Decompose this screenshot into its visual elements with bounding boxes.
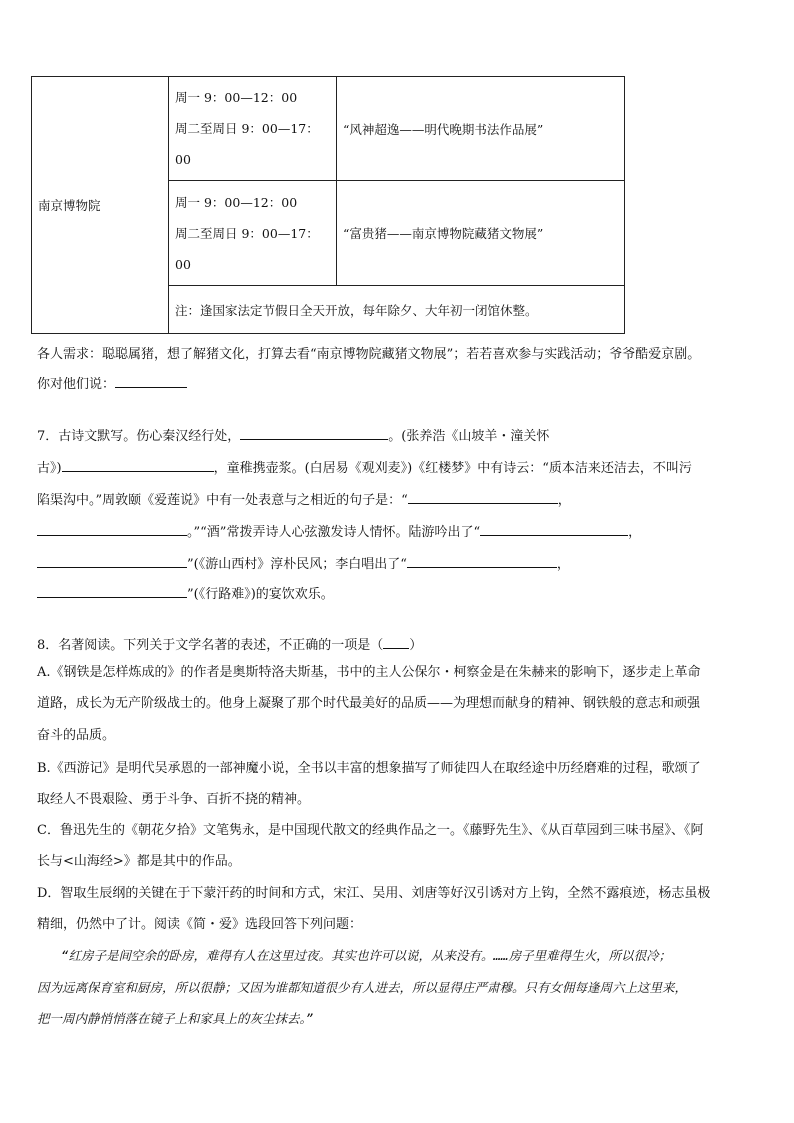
- opening-hours-cell: [169, 181, 337, 286]
- q7-text: ，: [557, 493, 571, 508]
- q7-text: ，: [556, 557, 570, 572]
- closing-note: 注：逢国家法定节假日全天开放，每年除夕、大年初一闭馆休整。: [175, 302, 538, 318]
- option-b-line: 取经人不畏艰险、勇于斗争、百折不挠的精神。: [37, 792, 311, 807]
- exhibition-title: “富贵猪——南京博物院藏猪文物展”: [343, 226, 544, 241]
- q7-line-5: [37, 553, 570, 572]
- museum-name-cell: [32, 77, 169, 334]
- fill-blank[interactable]: [37, 523, 187, 536]
- option-d-line: D．智取生辰纲的关键在于下蒙汗药的时间和方式，宋江、吴用、刘唐等好汉引诱对方上钩，全然不露痕迹，杨志虽极: [37, 886, 711, 901]
- hours-line: 周一 9：00—12：00: [175, 90, 298, 105]
- option-d-line: 精细，仍然中了计。阅读《简・爱》选段回答下列问题：: [37, 917, 363, 932]
- q7-text: ”(《游山西村》淳朴民风；李白唱出了“: [187, 557, 407, 572]
- fill-blank[interactable]: [407, 555, 557, 568]
- needs-line: 各人需求：聪聪属猪，想了解猪文化，打算去看“南京博物院藏猪文物展”；若若喜欢参与实践活动；爷爷酷爱京剧。: [37, 347, 701, 362]
- q8-text: ）: [409, 638, 423, 653]
- q7-text: 。(张养浩《山坡羊・潼关怀: [388, 429, 550, 444]
- choice-blank[interactable]: [383, 636, 409, 649]
- answer-prompt-label: 你对他们说：: [37, 377, 116, 392]
- museum-table: [31, 76, 625, 334]
- answer-prompt: [37, 373, 187, 392]
- note-cell: [169, 286, 625, 334]
- q7-text: 。”“酒”常拨弄诗人心弦激发诗人情怀。陆游吟出了“: [187, 525, 481, 540]
- q7-line-2: [37, 457, 692, 476]
- answer-blank[interactable]: [115, 375, 187, 388]
- q7-text: ”(《行路难》)的宴饮欢乐。: [187, 587, 334, 602]
- option-a-line: A.《钢铁是怎样炼成的》的作者是奥斯特洛夫斯基，书中的主人公保尔・柯察金是在朱赫来的影响下，逐步走上革命: [37, 665, 701, 680]
- q7-line-4: [37, 521, 641, 540]
- exhibition-cell: [337, 77, 625, 181]
- q8-stem: [37, 634, 422, 653]
- excerpt-line: “红房子是间空余的卧房，难得有人在这里过夜。其实也许可以说，从来没有。……房子里难得生火，所以很冷；: [61, 948, 672, 963]
- excerpt-line: 因为远离保育室和厨房，所以很静；又因为谁都知道很少有人进去，所以显得庄严肃穆。只有女佣每逢周六上这里来，: [37, 980, 688, 995]
- exhibition-cell: [337, 181, 625, 286]
- fill-blank[interactable]: [37, 555, 187, 568]
- q7-text: 古》): [37, 461, 62, 476]
- option-a-line: 道路，成长为无产阶级战士的。他身上凝聚了那个时代最美好的品质——为理想而献身的精神、钢铁般的意志和顽强: [37, 696, 701, 711]
- q7-text: 陷渠沟中。”周敦颐《爱莲说》中有一处表意与之相近的句子是：“: [37, 493, 408, 508]
- q8-text: 8．名著阅读。下列关于文学名著的表述，不正确的一项是（: [37, 638, 384, 653]
- hours-line: 周二至周日 9：00—17：: [175, 225, 319, 241]
- q7-line-6: [37, 583, 334, 602]
- q7-text: ，: [628, 525, 642, 540]
- excerpt-line: 把一周内静悄悄落在镜子上和家具上的灰尘抹去。”: [37, 1011, 314, 1026]
- hours-line: 周一 9：00—12：00: [175, 194, 298, 210]
- hours-line: 00: [175, 256, 191, 272]
- fill-blank[interactable]: [240, 427, 388, 440]
- hours-line: 周二至周日 9：00—17：: [175, 121, 319, 136]
- hours-line: 00: [175, 152, 191, 167]
- fill-blank[interactable]: [62, 459, 214, 472]
- option-c-line: C．鲁迅先生的《朝花夕拾》文笔隽永，是中国现代散文的经典作品之一。《藤野先生》、《从百草园到三味书屋》、《阿: [37, 823, 704, 838]
- fill-blank[interactable]: [408, 491, 558, 504]
- fill-blank[interactable]: [37, 585, 187, 598]
- q7-line-3: [37, 489, 571, 508]
- q7-text: ，童稚携壶浆。(白居易《观刈麦》)《红楼梦》中有诗云：“质本洁来还洁去，不叫污: [213, 461, 692, 476]
- option-c-line: 长与<山海经>》都是其中的作品。: [37, 854, 241, 869]
- opening-hours-cell: [169, 77, 337, 181]
- q7-text: 7．古诗文默写。伤心秦汉经行处，: [37, 429, 241, 444]
- museum-name: 南京博物院: [38, 198, 101, 213]
- exhibition-title: “风神超逸——明代晚期书法作品展”: [343, 121, 544, 137]
- option-b-line: B.《西游记》是明代吴承恩的一部神魔小说，全书以丰富的想象描写了师徒四人在取经途中历经磨难的过程，歌颂了: [37, 761, 701, 776]
- option-a-line: 奋斗的品质。: [37, 728, 116, 743]
- q7-line-1: [37, 425, 549, 444]
- fill-blank[interactable]: [480, 523, 628, 536]
